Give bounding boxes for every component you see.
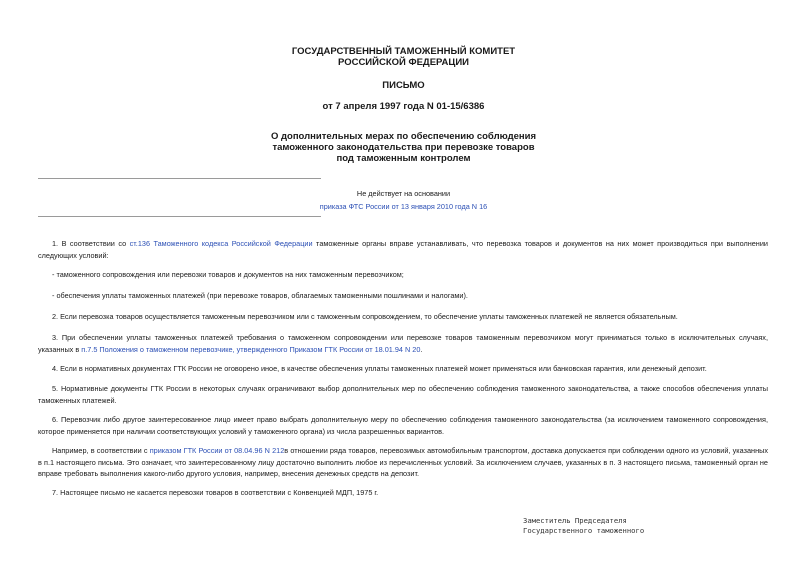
p1-item2-text: - обеспечения уплаты таможенных платежей (при перевозке товаров, облагаемых таможенными пошлинами и налогами).	[52, 291, 468, 300]
status-link[interactable]: приказа ФТС России от 13 января 2010 года N 16	[319, 202, 488, 211]
p5-text: 5. Нормативные документы ГТК России в некоторых случаях ограничивают выбор дополнительных мер по обеспечению соблюдения таможенного законодательства, а также способов обеспечения уплаты таможенных платежей.	[38, 384, 768, 405]
document-type: ПИСЬМО	[382, 80, 425, 91]
signature-block	[523, 516, 644, 535]
p2-text: 2. Если перевозка товаров осуществляется таможенным перевозчиком или с таможенным сопровождением, то обеспечение уплаты таможенных платежей не является обязательным.	[52, 312, 678, 321]
title-line-1: О дополнительных мерах по обеспечению соблюдения	[270, 131, 537, 142]
document-date-number: от 7 апреля 1997 года N 01-15/6386	[322, 101, 485, 112]
document-title	[0, 131, 807, 164]
p3-text-pre: 3. При обеспечении уплаты таможенных платежей требования о таможенном сопровождении или перевозке товаров таможенным перевозчиком могут приниматься только в исключительных случаях, указанных в	[38, 333, 768, 354]
divider-bottom	[38, 216, 321, 217]
paragraph-6	[38, 414, 768, 437]
paragraph-5	[38, 383, 768, 406]
p4-text: 4. Если в нормативных документах ГТК России не оговорено иное, в качестве обеспечения уплаты таможенных платежей может применяться или банковская гарантия, или денежный депозит.	[52, 364, 707, 373]
title-line-2: таможенного законодательства при перевозке товаров	[272, 142, 535, 153]
p3-text-post: .	[420, 344, 423, 354]
status-link-row	[0, 200, 807, 213]
p1-text-post: таможенные органы вправе устанавливать, что перевозка товаров и документов на них может производиться при выполнении следующих условий:	[38, 239, 768, 260]
paragraph-2	[38, 311, 768, 323]
p3-link-regulation[interactable]: п.7.5 Положения о таможенном перевозчике, утвержденного Приказом ГТК России от 18.01.94 N 20	[81, 344, 421, 354]
p7-link-order[interactable]: приказом ГТК России от 08.04.96 N 212	[149, 446, 285, 455]
p8-text: 7. Настоящее письмо не касается перевозки товаров в соответствии с Конвенцией МДП, 1975 г.	[52, 488, 379, 497]
p7-text-post: в отношении ряда товаров, перевозимых автомобильным транспортом, доставка допускается при соблюдении одного из условий, указанных в п.1 настоящего письма. Это означает, что заинтересованному лицу достаточно выполнить любое из перечисленных условий. За исключением случаев, указанных в п. 3 настоящего письма, таможенный орган не вправе требовать выполнения какого-либо другого условия, например, внесения денежных средств на депозит.	[38, 446, 768, 478]
signature-line-2: Государственного таможенного	[523, 525, 645, 535]
paragraph-7	[38, 487, 768, 499]
org-line-1: ГОСУДАРСТВЕННЫЙ ТАМОЖЕННЫЙ КОМИТЕТ	[291, 46, 516, 57]
paragraph-example	[38, 445, 768, 480]
issuing-organization	[0, 46, 807, 68]
status-text: Не действует на основании	[356, 189, 451, 198]
divider-top	[38, 178, 321, 179]
paragraph-3	[38, 332, 768, 355]
p1-text-pre: 1. В соответствии со	[52, 239, 130, 248]
paragraph-4	[38, 363, 768, 375]
p7-text-pre: Например, в соответствии с	[52, 446, 150, 455]
title-line-3: под таможенным контролем	[336, 153, 471, 164]
paragraph-1	[38, 238, 768, 261]
p1-link-customs-code[interactable]: ст.136 Таможенного кодекса Российской Федерации	[129, 239, 313, 248]
p6-text: 6. Перевозчик либо другое заинтересованное лицо имеет право выбрать дополнительную меру по обеспечению соблюдения таможенного законодательства (за исключением таможенного сопровождения, которое применяется при наличии соответствующих условий у таможенного органа) из числа разрешенных вариантов.	[38, 415, 768, 436]
p1-item1-text: - таможенного сопровождения или перевозки товаров и документов на них таможенным перевозчиком;	[52, 270, 404, 279]
paragraph-1-item-2	[38, 290, 768, 302]
org-line-2: РОССИЙСКОЙ ФЕДЕРАЦИИ	[337, 57, 469, 68]
paragraph-1-item-1	[38, 269, 768, 281]
signature-line-1: Заместитель Председателя	[523, 516, 627, 525]
